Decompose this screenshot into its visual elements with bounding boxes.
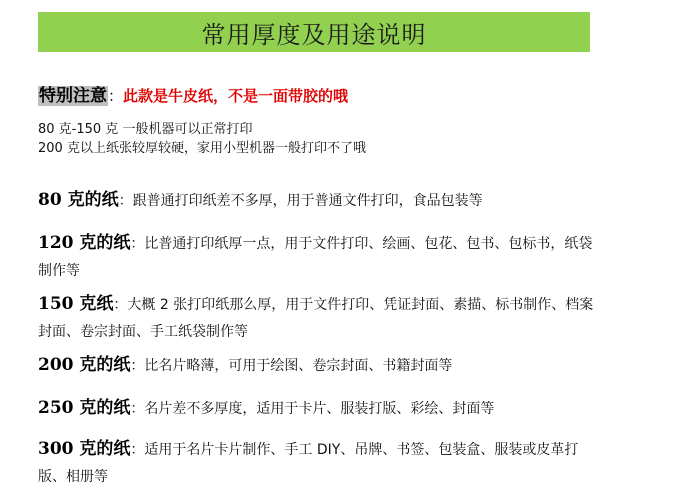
entry-key: 80 克的纸 bbox=[38, 190, 119, 210]
entry-key: 150 克纸 bbox=[38, 294, 114, 314]
entry-250g bbox=[38, 395, 598, 422]
notice-text: 此款是牛皮纸，不是一面带胶的哦 bbox=[123, 87, 349, 105]
page-title: 常用厚度及用途说明 bbox=[201, 20, 427, 49]
notice-colon: ： bbox=[108, 87, 124, 105]
entry-key: 200 克的纸 bbox=[38, 355, 131, 375]
entry-150g bbox=[38, 291, 598, 345]
title-banner bbox=[38, 12, 590, 52]
entry-description: 适用于名片卡片制作、手工 DIY、吊牌、书签、包装盒、服装或皮革打版、相册等 bbox=[38, 442, 579, 485]
entry-description: 比普通打印纸厚一点，用于文件打印、绘画、包花、包书、包标书，纸袋制作等 bbox=[38, 236, 593, 279]
entry-200g bbox=[38, 352, 598, 379]
info-line-thick-paper: 200 克以上纸张较厚较硬，家用小型机器一般打印不了哦 bbox=[38, 141, 366, 156]
entry-description: 大概 2 张打印纸那么厚，用于文件打印、凭证封面、素描、标书制作、档案封面、卷宗封面、手工纸袋制作等 bbox=[38, 297, 594, 340]
notice-line bbox=[38, 81, 348, 106]
entry-key: 120 克的纸 bbox=[38, 233, 131, 253]
entry-300g bbox=[38, 436, 598, 490]
entry-description: 跟普通打印纸差不多厚，用于普通文件打印，食品包装等 bbox=[132, 193, 483, 209]
entry-separator: ： bbox=[118, 193, 133, 209]
entry-description: 比名片略薄，可用于绘图、卷宗封面、书籍封面等 bbox=[144, 358, 453, 374]
entry-separator: ： bbox=[113, 297, 128, 313]
info-line-weight-range: 80 克-150 克 一般机器可以正常打印 bbox=[38, 122, 253, 137]
notice-label: 特别注意 bbox=[39, 86, 107, 106]
entry-key: 250 克的纸 bbox=[38, 398, 131, 418]
entry-120g bbox=[38, 230, 598, 284]
entry-description: 名片差不多厚度，适用于卡片、服装打版、彩绘、封面等 bbox=[144, 401, 495, 417]
entry-80g bbox=[38, 187, 598, 214]
entry-separator: ： bbox=[130, 442, 145, 458]
entry-separator: ： bbox=[130, 236, 145, 252]
entry-key: 300 克的纸 bbox=[38, 439, 131, 459]
entry-separator: ： bbox=[130, 358, 145, 374]
entry-separator: ： bbox=[130, 401, 145, 417]
